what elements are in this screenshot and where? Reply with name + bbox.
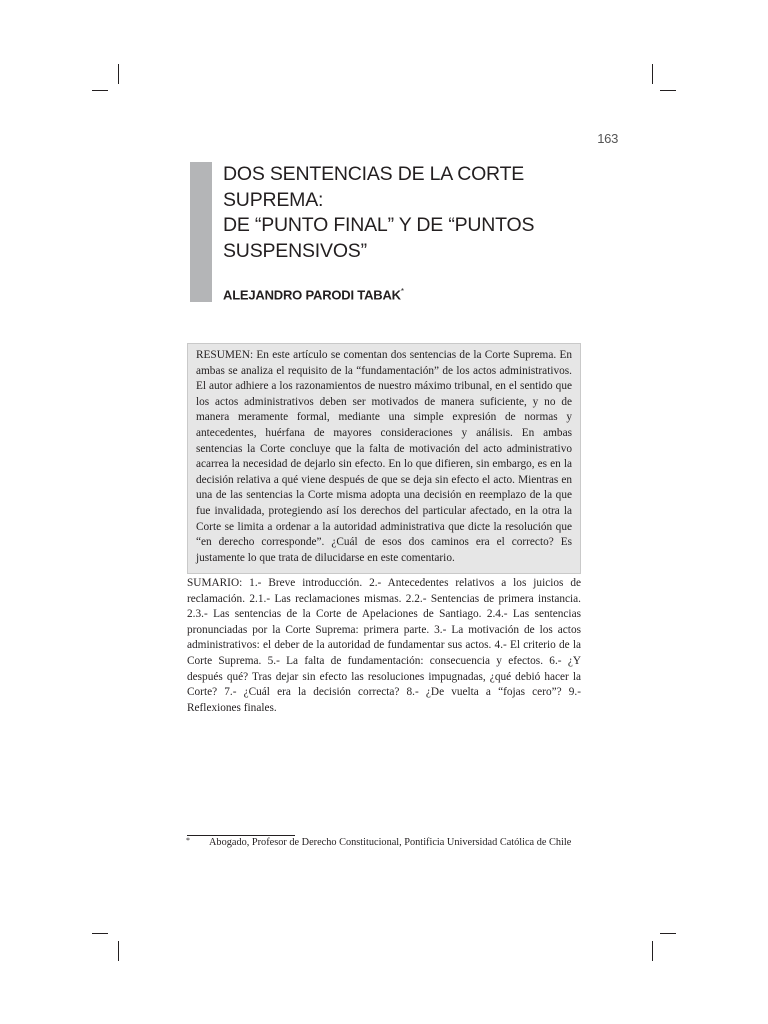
title-line: SUPREMA: (223, 188, 324, 211)
crop-mark-top-left-h (92, 90, 108, 91)
crop-mark-bottom-left-v (118, 941, 119, 961)
title-line: SUSPENSIVOS” (223, 239, 367, 262)
abstract-text: RESUMEN: En este artículo se comentan dos sentencias de la Corte Suprema. En ambas se analiza el requisito de la “fundamentación” de los actos administrativos. El autor adhiere a los razonamientos de nuestro máximo tribunal, en el sentido que los actos administrativos deben ser motivados de manera suficiente, y no de manera meramente formal, mediante una simple expresión de normas y antecedentes, huérfana de mayores consideraciones y análisis. En ambas sentencias la Corte concluye que la falta de motivación del acto administrativo acarrea la necesidad de dejarlo sin efecto. En lo que difieren, sin embargo, es en la decisión relativa a qué viene después de que se deja sin efecto el acto. Mientras en una de las sentencias la Corte misma adopta una decisión en reemplazo de la que fue invalidada, protegiendo así los derechos del particular afectado, en la otra la Corte se limita a ordenar a la autoridad administrativa que dicte la resolución que “en derecho corresponde”. ¿Cuál de esos dos caminos era el correcto? Es justamente lo que trata de dilucidarse en este comentario. (196, 349, 572, 564)
crop-mark-top-right-v (652, 64, 653, 84)
author-footnote-mark: * (400, 287, 404, 296)
summary-text: SUMARIO: 1.- Breve introducción. 2.- Antecedentes relativos a los juicios de reclamación. 2.1.- Las reclamaciones mismas. 2.2.- Sentencias de primera instancia. 2.3.- Las sentencias de la Corte de Apelaciones de Santiago. 2.4.- Las sentencias pronunciadas por la Corte Suprema: primera parte. 3.- La motivación de los actos administrativos: el deber de la autoridad de fundamentar sus actos. 4.- El criterio de la Corte Suprema. 5.- La falta de fundamentación: consecuencia y efectos. 6.- ¿Y después qué? Tras dejar sin efecto las resoluciones impugnadas, ¿qué debió hacer la Corte? 7.- ¿Cuál era la decisión correcta? 8.- ¿De vuelta a “fojas cero”? 9.- Reflexiones finales. (187, 577, 581, 714)
page-number: 163 (597, 131, 618, 146)
title-accent-bar (190, 162, 212, 302)
crop-mark-top-left-v (118, 64, 119, 84)
summary-section (187, 576, 581, 716)
crop-mark-bottom-right-v (652, 941, 653, 961)
footnote-text: Abogado, Profesor de Derecho Constitucional, Pontificia Universidad Católica de Chile (209, 837, 572, 848)
author-name (223, 287, 404, 302)
crop-mark-bottom-right-h (660, 933, 676, 934)
abstract-box (187, 343, 581, 574)
author-text: ALEJANDRO PARODI TABAK (223, 287, 401, 303)
title-line: DE “PUNTO FINAL” Y DE “PUNTOS (223, 214, 535, 236)
crop-mark-bottom-left-h (92, 933, 108, 934)
crop-mark-top-right-h (660, 90, 676, 91)
article-title (223, 162, 603, 264)
footnote-mark: * (186, 836, 190, 845)
title-line: DOS SENTENCIAS DE LA CORTE (223, 163, 525, 185)
